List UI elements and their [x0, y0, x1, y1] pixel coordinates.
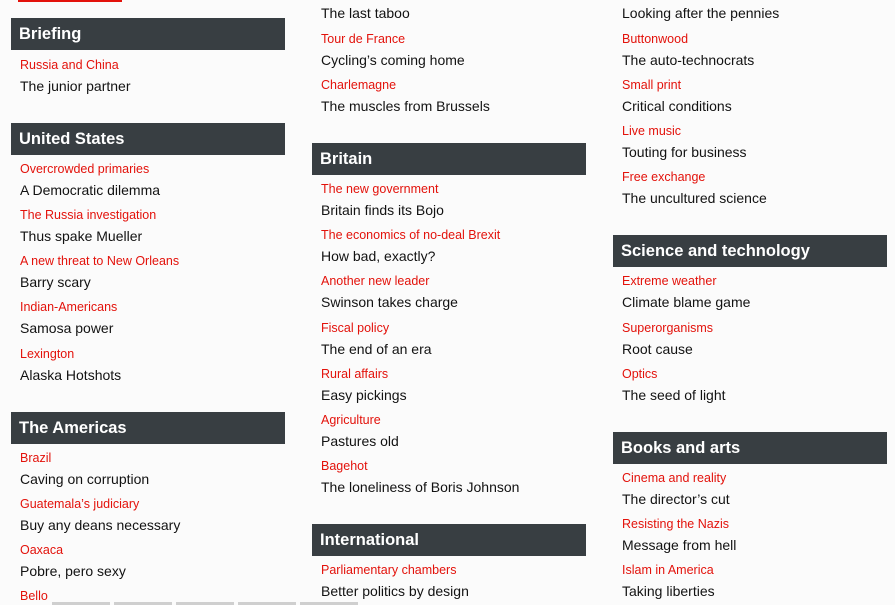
article-headline: Looking after the pennies	[622, 5, 780, 21]
article-link[interactable]	[321, 366, 591, 405]
article-headline: The muscles from Brussels	[321, 98, 490, 114]
article-kicker: Agriculture	[321, 413, 381, 427]
section-header-the-americas: The Americas	[11, 412, 285, 444]
article-link[interactable]	[622, 366, 892, 405]
article-link[interactable]	[321, 3, 591, 23]
article-link[interactable]	[20, 57, 290, 96]
article-link[interactable]	[321, 31, 591, 70]
article-link[interactable]	[321, 181, 591, 220]
section-header-international: International	[312, 524, 586, 556]
article-kicker: Tour de France	[321, 32, 406, 46]
article-kicker: Parliamentary chambers	[321, 563, 457, 577]
article-link[interactable]	[20, 161, 290, 200]
article-link[interactable]	[622, 320, 892, 359]
article-kicker: Russia and China	[20, 58, 119, 72]
article-link[interactable]	[20, 207, 290, 246]
article-kicker: Brazil	[20, 451, 52, 465]
article-headline: Barry scary	[20, 274, 91, 290]
article-link[interactable]	[622, 470, 892, 509]
article-headline: The director’s cut	[622, 491, 730, 507]
section-header-science-and-technology: Science and technology	[613, 235, 887, 267]
article-kicker: Cinema and reality	[622, 471, 727, 485]
article-link[interactable]	[20, 496, 290, 535]
article-kicker: Another new leader	[321, 274, 430, 288]
article-kicker: Superorganisms	[622, 321, 714, 335]
article-link[interactable]	[20, 299, 290, 338]
article-headline: Caving on corruption	[20, 471, 150, 487]
article-link[interactable]	[321, 320, 591, 359]
article-headline: Message from hell	[622, 537, 737, 553]
article-headline: Pastures old	[321, 433, 399, 449]
article-kicker: Small print	[622, 78, 682, 92]
article-kicker: The new government	[321, 182, 439, 196]
article-headline: Samosa power	[20, 320, 114, 336]
article-link[interactable]	[622, 123, 892, 162]
article-headline: Swinson takes charge	[321, 294, 458, 310]
article-headline: A Democratic dilemma	[20, 182, 161, 198]
article-headline: The end of an era	[321, 341, 432, 357]
article-kicker: Optics	[622, 367, 658, 381]
article-kicker: Charlemagne	[321, 78, 397, 92]
article-link[interactable]	[20, 253, 290, 292]
article-kicker: Bagehot	[321, 459, 368, 473]
article-headline: Alaska Hotshots	[20, 367, 122, 383]
top-accent-bar	[18, 0, 122, 2]
article-kicker: Islam in America	[622, 563, 714, 577]
article-kicker: Resisting the Nazis	[622, 517, 729, 531]
article-headline: Climate blame game	[622, 294, 751, 310]
article-link[interactable]	[321, 77, 591, 116]
article-link[interactable]	[321, 227, 591, 266]
article-kicker: The Russia investigation	[20, 208, 157, 222]
article-headline: Cycling’s coming home	[321, 52, 465, 68]
section-header-briefing: Briefing	[11, 18, 285, 50]
article-kicker: The economics of no-deal Brexit	[321, 228, 501, 242]
article-kicker: Buttonwood	[622, 32, 689, 46]
article-link[interactable]	[622, 562, 892, 601]
article-kicker: Bello	[20, 589, 48, 603]
article-link[interactable]	[622, 516, 892, 555]
section-header-united-states: United States	[11, 123, 285, 155]
article-headline: Britain finds its Bojo	[321, 202, 444, 218]
article-kicker: Live music	[622, 124, 682, 138]
article-headline: The uncultured science	[622, 190, 767, 206]
article-kicker: Oaxaca	[20, 543, 64, 557]
article-kicker: Fiscal policy	[321, 321, 390, 335]
article-headline: Thus spake Mueller	[20, 228, 143, 244]
article-kicker: Free exchange	[622, 170, 706, 184]
article-link[interactable]	[20, 542, 290, 581]
article-headline: Root cause	[622, 341, 693, 357]
article-link[interactable]	[622, 31, 892, 70]
article-kicker: A new threat to New Orleans	[20, 254, 180, 268]
article-headline: Pobre, pero sexy	[20, 563, 126, 579]
article-headline: The junior partner	[20, 78, 131, 94]
article-headline: Touting for business	[622, 144, 747, 160]
article-link[interactable]	[622, 77, 892, 116]
section-header-britain: Britain	[312, 143, 586, 175]
article-headline: Critical conditions	[622, 98, 732, 114]
article-headline: The auto-technocrats	[622, 52, 755, 68]
article-link[interactable]	[20, 450, 290, 489]
article-kicker: Extreme weather	[622, 274, 717, 288]
article-link[interactable]	[321, 562, 591, 601]
article-headline: Buy any deans necessary	[20, 517, 181, 533]
article-headline: Better politics by design	[321, 583, 469, 599]
article-kicker: Overcrowded primaries	[20, 162, 150, 176]
section-header-books-and-arts: Books and arts	[613, 432, 887, 464]
article-kicker: Guatemala’s judiciary	[20, 497, 140, 511]
article-headline: Taking liberties	[622, 583, 715, 599]
article-link[interactable]	[622, 273, 892, 312]
article-link[interactable]	[321, 412, 591, 451]
article-headline: Easy pickings	[321, 387, 407, 403]
article-link[interactable]	[622, 169, 892, 208]
article-headline: The seed of light	[622, 387, 726, 403]
article-headline: How bad, exactly?	[321, 248, 436, 264]
article-kicker: Indian-Americans	[20, 300, 118, 314]
article-headline: The last taboo	[321, 5, 410, 21]
article-link[interactable]	[20, 346, 290, 385]
article-link[interactable]	[321, 273, 591, 312]
article-link[interactable]	[321, 458, 591, 497]
article-kicker: Lexington	[20, 347, 75, 361]
article-kicker: Rural affairs	[321, 367, 389, 381]
article-link[interactable]	[622, 3, 892, 23]
article-headline: The loneliness of Boris Johnson	[321, 479, 520, 495]
